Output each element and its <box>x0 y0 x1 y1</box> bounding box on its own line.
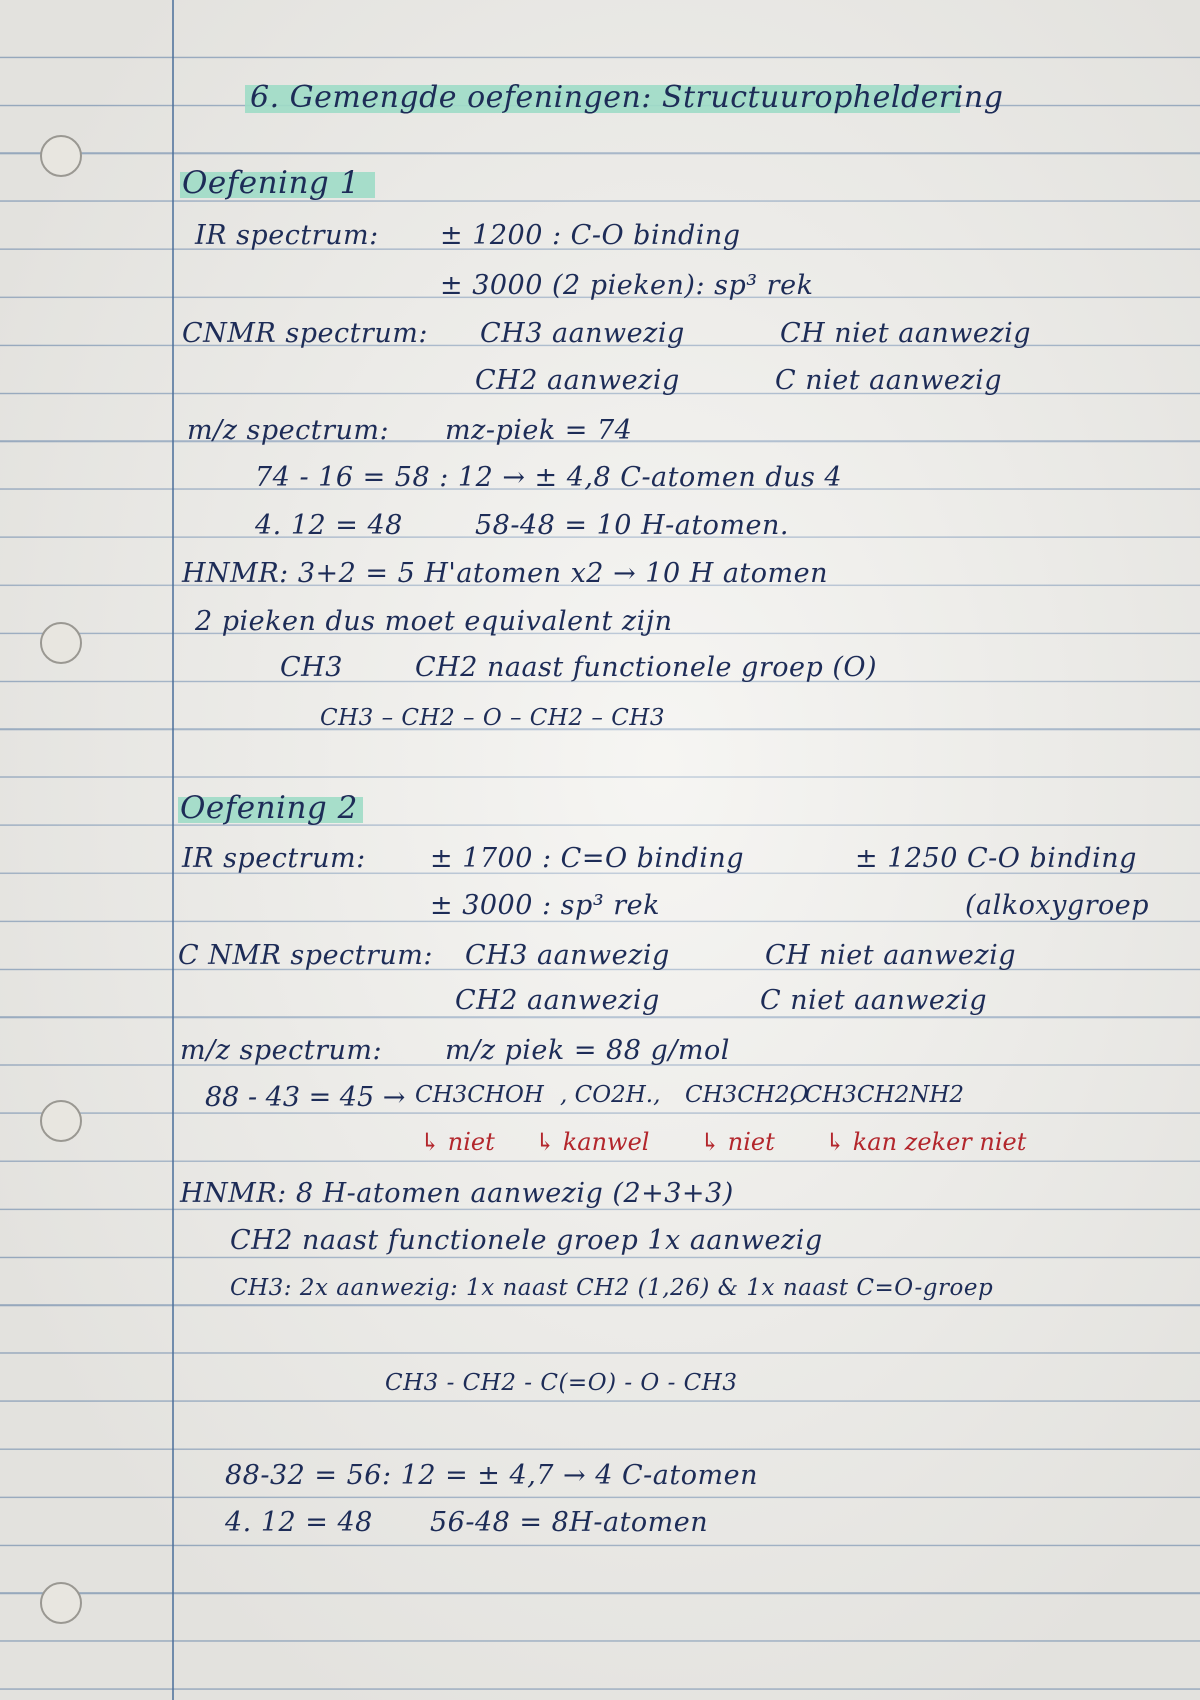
structure-2: CH3 - CH2 - C(=O) - O - CH3 <box>385 1370 738 1396</box>
page-title: 6. Gemengde oefeningen: Structuuropheldering <box>250 80 1004 115</box>
hnmr-2: HNMR: 8 H-atomen aanwezig (2+3+3) <box>180 1178 734 1209</box>
cnmr-1-row1-a: CH3 aanwezig <box>480 318 685 349</box>
cnmr-2-row1-a: CH3 aanwezig <box>465 940 670 971</box>
exercise-1-heading: Oefening 1 <box>182 165 360 201</box>
cnmr-2-row1-b: CH niet aanwezig <box>765 940 1017 971</box>
ir-line-1: ± 1200 : C-O binding <box>440 220 741 251</box>
fragment-option-3: CH3CH2O <box>685 1082 809 1108</box>
ch3-note: CH3: 2x aanwezig: 1x naast CH2 (1,26) & 1x naast C=O-groep <box>230 1275 994 1301</box>
mz-value-2: m/z piek = 88 g/mol <box>445 1035 730 1066</box>
calc-4-a: 4. 12 = 48 <box>225 1507 373 1538</box>
cnmr-2-row2-b: C niet aanwezig <box>760 985 987 1016</box>
cnmr-2-row2-a: CH2 aanwezig <box>455 985 660 1016</box>
ir-2-right-1: ± 1250 C-O binding <box>855 843 1137 874</box>
ch2-note: CH2 naast functionele groep 1x aanwezig <box>230 1225 823 1256</box>
hnmr-1: HNMR: 3+2 = 5 H'atomen x2 → 10 H atomen <box>182 558 829 589</box>
mz-label-2: m/z spectrum: <box>180 1035 383 1066</box>
calc-2-a: 4. 12 = 48 <box>255 510 403 541</box>
cnmr-1-row2-a: CH2 aanwezig <box>475 365 680 396</box>
calc-2-b: 58-48 = 10 H-atomen. <box>475 510 789 541</box>
cnmr-label-1: CNMR spectrum: <box>182 318 428 349</box>
calc-2-mass: 88 - 43 = 45 → <box>205 1082 406 1113</box>
fragment-option-2: , CO2H., <box>560 1082 661 1108</box>
calc-4-b: 56-48 = 8H-atomen <box>430 1507 709 1538</box>
fragment-option-1: CH3CHOH <box>415 1082 544 1108</box>
note-2-b: CH2 naast functionele groep (O) <box>415 652 878 683</box>
structure-1: CH3 – CH2 – O – CH2 – CH3 <box>320 705 666 731</box>
note-1: 2 pieken dus moet equivalent zijn <box>195 606 673 637</box>
ir-line-2: ± 3000 (2 pieken): sp³ rek <box>440 270 814 301</box>
ir-label-2: IR spectrum: <box>182 843 366 874</box>
fragment-verdict-1: ↳ niet <box>420 1128 495 1156</box>
ir-label-1: IR spectrum: <box>195 220 379 251</box>
calc-1: 74 - 16 = 58 : 12 → ± 4,8 C-atomen dus 4 <box>255 462 843 493</box>
fragment-verdict-4: ↳ kan zeker niet <box>825 1128 1027 1156</box>
cnmr-1-row1-b: CH niet aanwezig <box>780 318 1032 349</box>
fragment-option-4: , CH3CH2NH2 <box>790 1082 965 1108</box>
calc-3: 88-32 = 56: 12 = ± 4,7 → 4 C-atomen <box>225 1460 758 1491</box>
mz-label-1: m/z spectrum: <box>187 415 390 446</box>
ir-2-right-2: (alkoxygroep <box>965 890 1150 921</box>
note-2-a: CH3 <box>280 652 343 683</box>
fragment-verdict-2: ↳ kanwel <box>535 1128 650 1156</box>
ir-2-line-2: ± 3000 : sp³ rek <box>430 890 660 921</box>
cnmr-label-2: C NMR spectrum: <box>178 940 434 971</box>
exercise-2-heading: Oefening 2 <box>180 790 358 826</box>
mz-value-1: mz-piek = 74 <box>445 415 633 446</box>
cnmr-1-row2-b: C niet aanwezig <box>775 365 1002 396</box>
ir-2-line-1: ± 1700 : C=O binding <box>430 843 745 874</box>
fragment-verdict-3: ↳ niet <box>700 1128 775 1156</box>
